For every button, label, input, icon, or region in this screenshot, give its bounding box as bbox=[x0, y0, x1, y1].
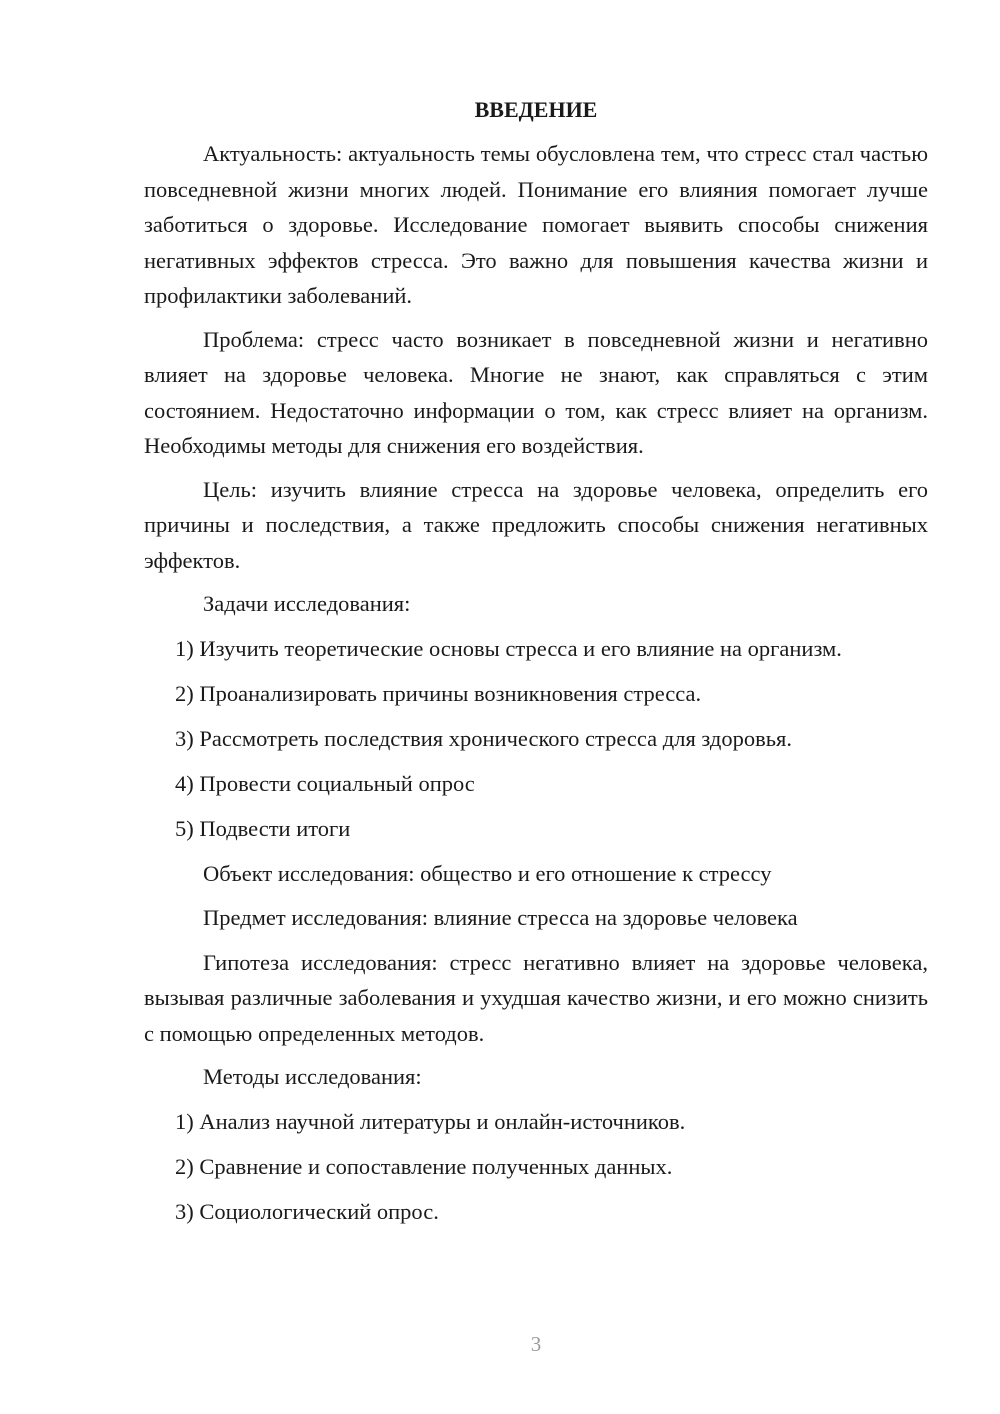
method-item: 3) Социологический опрос. bbox=[175, 1198, 439, 1224]
tasks-list bbox=[144, 631, 928, 847]
tasks-title: Задачи исследования: bbox=[203, 591, 411, 616]
page-content bbox=[144, 94, 928, 1239]
task-item: 2) Проанализировать причины возникновения стресса. bbox=[175, 680, 702, 706]
page-number: 3 bbox=[530, 1332, 542, 1356]
task-item: 4) Провести социальный опрос bbox=[175, 770, 475, 796]
goal-paragraph: Цель: изучить влияние стресса на здоровье человека, определить его причины и последствия, а также предложить способы снижения негативных эффектов. bbox=[144, 476, 928, 573]
relevance-paragraph: Актуальность: актуальность темы обусловлена тем, что стресс стал частью повседневной жизни многих людей. Понимание его влияния помогает лучше заботиться о здоровье. Исследование помогает выявить способы снижения негативных эффектов стресса. Это важно для повышения качества жизни и профилактики заболеваний. bbox=[144, 141, 928, 308]
object-paragraph: Объект исследования: общество и его отношение к стрессу bbox=[203, 860, 772, 886]
subject-paragraph: Предмет исследования: влияние стресса на здоровье человека bbox=[203, 905, 798, 930]
methods-title: Методы исследования: bbox=[203, 1064, 422, 1089]
section-heading: ВВЕДЕНИЕ bbox=[474, 97, 598, 122]
method-item: 1) Анализ научной литературы и онлайн-источников. bbox=[175, 1108, 686, 1134]
task-item: 3) Рассмотреть последствия хронического стресса для здоровья. bbox=[175, 725, 792, 751]
hypothesis-paragraph: Гипотеза исследования: стресс негативно влияет на здоровье человека, вызывая различные заболевания и ухудшая качество жизни, и его можно снизить с помощью определенных методов. bbox=[144, 949, 928, 1046]
task-item: 1) Изучить теоретические основы стресса и его влияние на организм. bbox=[175, 635, 842, 661]
problem-paragraph: Проблема: стресс часто возникает в повседневной жизни и негативно влияет на здоровье человека. Многие не знают, как справляться с этим состоянием. Недостаточно информации о том, как стресс влияет на организм. Необходимы методы для снижения его воздействия. bbox=[144, 326, 928, 458]
task-item: 5) Подвести итоги bbox=[175, 815, 351, 841]
methods-list bbox=[144, 1104, 928, 1230]
method-item: 2) Сравнение и сопоставление полученных данных. bbox=[175, 1153, 673, 1179]
